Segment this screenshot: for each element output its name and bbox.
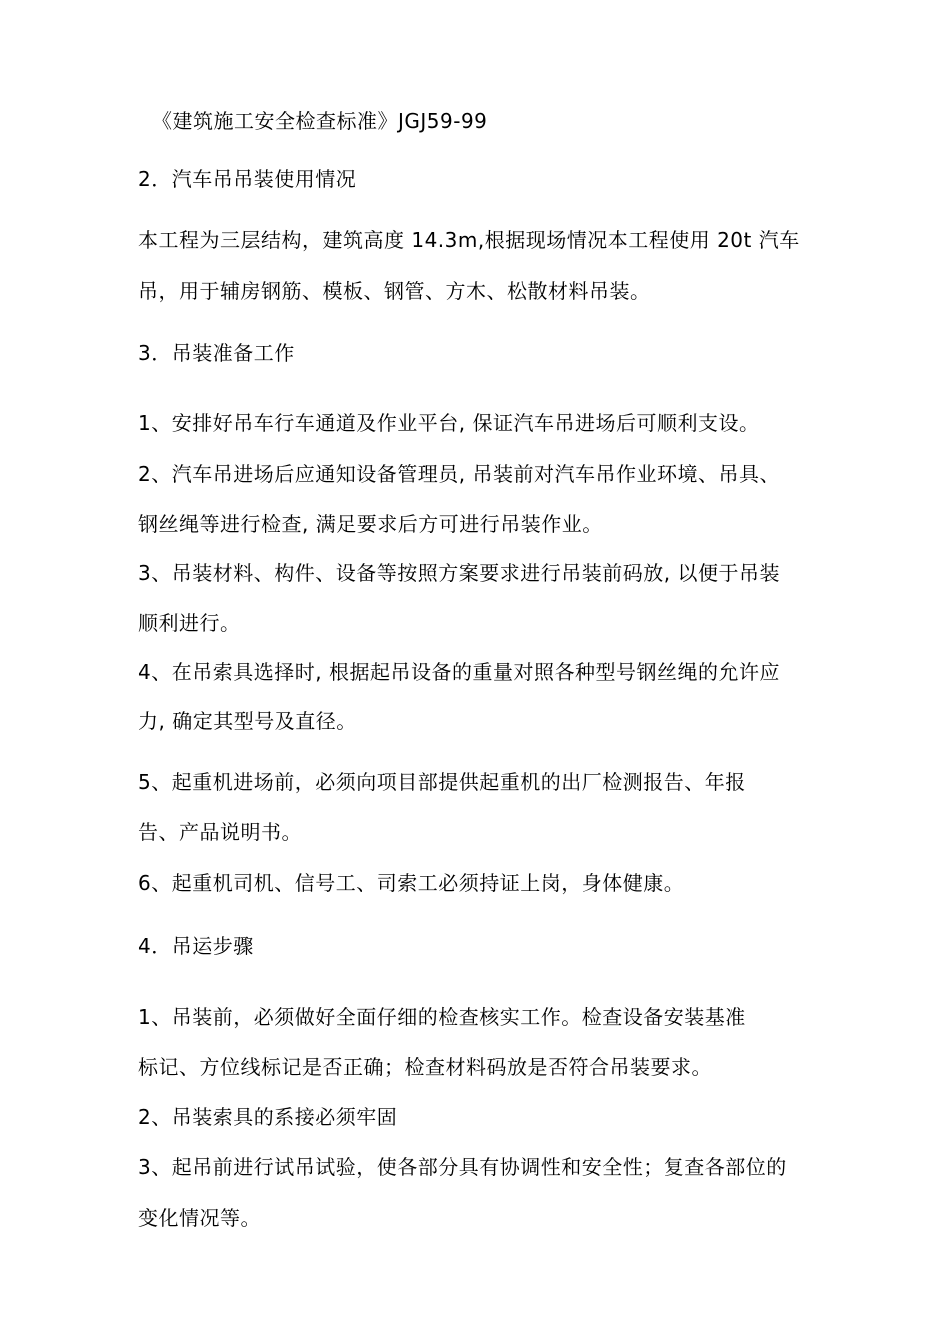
list-item: 2、汽车吊进场后应通知设备管理员, 吊装前对汽车吊作业环境、吊具、 [138,462,780,486]
list-item: 1、安排好吊车行车通道及作业平台, 保证汽车吊进场后可顺利支设。 [138,411,760,435]
section-heading-3: 3．吊装准备工作 [138,341,295,365]
paragraph-line: 吊，用于辅房钢筋、模板、钢管、方木、松散材料吊装。 [138,279,651,303]
section-heading-4: 4．吊运步骤 [138,934,254,958]
list-item: 4、在吊索具选择时, 根据起吊设备的重量对照各种型号钢丝绳的允许应 [138,660,780,684]
list-item-continuation: 变化情况等。 [138,1206,261,1230]
list-item-continuation: 力, 确定其型号及直径。 [138,709,357,733]
list-item: 5、起重机进场前，必须向项目部提供起重机的出厂检测报告、年报 [138,770,746,794]
list-item-continuation: 钢丝绳等进行检查, 满足要求后方可进行吊装作业。 [138,512,603,536]
paragraph-line: 本工程为三层结构，建筑高度 14.3m,根据现场情况本工程使用 20t 汽车 [138,228,800,252]
list-item-continuation: 告、产品说明书。 [138,820,302,844]
list-item: 3、吊装材料、构件、设备等按照方案要求进行吊装前码放, 以便于吊装 [138,561,780,585]
list-item: 2、吊装索具的系接必须牢固 [138,1105,398,1129]
reference-standard: 《建筑施工安全检查标准》JGJ59-99 [152,109,488,133]
list-item: 6、起重机司机、信号工、司索工必须持证上岗，身体健康。 [138,871,685,895]
list-item: 1、吊装前，必须做好全面仔细的检查核实工作。检查设备安装基准 [138,1005,746,1029]
list-item-continuation: 标记、方位线标记是否正确；检查材料码放是否符合吊装要求。 [138,1055,712,1079]
section-heading-2: 2．汽车吊吊装使用情况 [138,167,357,191]
list-item-continuation: 顺利进行。 [138,611,241,635]
list-item: 3、起吊前进行试吊试验，使各部分具有协调性和安全性；复查各部位的 [138,1155,787,1179]
